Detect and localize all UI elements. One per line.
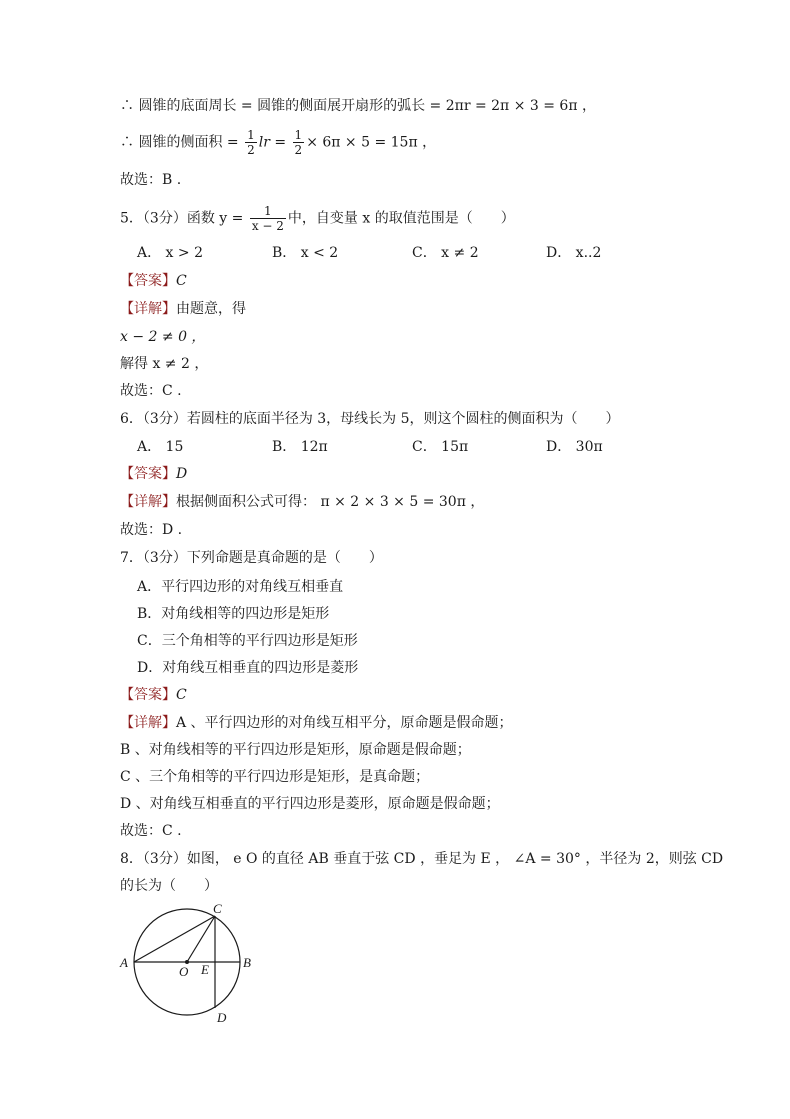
- question-8-stem-line-2: 的长为（ ）: [120, 878, 218, 894]
- q6-option-b: B． 12π: [272, 439, 328, 455]
- segment-oc: [187, 916, 215, 962]
- q7-detail-a: [120, 713, 513, 733]
- question-8-stem-line-1: 8．（3分）如图， e O 的直径 AB 垂直于弦 CD ，垂足为 E ， ∠A = 30° ，半径为 2，则弦 CD: [120, 851, 724, 867]
- solution-line-choose-b: 故选：B .: [120, 172, 182, 188]
- q5-option-b: B． x < 2: [272, 245, 339, 261]
- segment-ac: [134, 916, 215, 962]
- q5-option-c: C． x ≠ 2: [412, 245, 479, 261]
- q5-step-3: 故选：C .: [120, 383, 182, 399]
- q5-stem-prefix: 5．（3分）函数 y =: [120, 210, 248, 227]
- q7-option-d: D．对角线互相垂直的四边形是菱形: [137, 660, 359, 676]
- fraction-half-1: $\frac{1}{2}$: [247, 128, 255, 157]
- label-o: O: [179, 964, 189, 979]
- q7-detail-d: D 、对角线互相垂直的平行四边形是菱形，原命题是假命题；: [120, 796, 500, 812]
- label-b: B: [243, 955, 251, 970]
- answer-tag: 【答案】: [120, 687, 176, 703]
- q7-option-c: C．三个角相等的平行四边形是矩形: [137, 633, 358, 649]
- q7-detail-b: B 、对角线相等的平行四边形是矩形，原命题是假命题；: [120, 742, 471, 758]
- answer-value: C: [176, 687, 187, 703]
- question-6-stem: 6．（3分）若圆柱的底面半径为 3，母线长为 5，则这个圆柱的侧面积为（ ）: [120, 411, 620, 427]
- label-a: A: [120, 955, 128, 970]
- answer-value: C: [176, 273, 187, 289]
- label-e: E: [201, 962, 209, 977]
- q7-option-b: B．对角线相等的四边形是矩形: [137, 606, 330, 622]
- q6-detail: [120, 492, 484, 512]
- answer-value: D: [176, 466, 188, 482]
- q7-answer: [120, 685, 187, 705]
- q5-step-1: x − 2 ≠ 0 ，: [120, 329, 206, 345]
- detail-tag: 【详解】: [120, 715, 176, 731]
- q7-conclusion: 故选：C .: [120, 823, 182, 839]
- lateral-area-mid: lr =: [258, 134, 291, 151]
- q5-option-d: D． x..2: [546, 245, 602, 261]
- circle-figure: [115, 900, 275, 1025]
- detail-tag: 【详解】: [120, 301, 176, 317]
- answer-tag: 【答案】: [120, 466, 176, 482]
- detail-text: A 、平行四边形的对角线互相平分，原命题是假命题；: [176, 715, 513, 731]
- answer-tag: 【答案】: [120, 273, 176, 289]
- q6-option-d: D． 30π: [546, 439, 603, 455]
- q5-detail: [120, 299, 246, 319]
- q6-answer: [120, 464, 187, 484]
- q7-detail-c: C 、三个角相等的平行四边形是矩形，是真命题；: [120, 769, 430, 785]
- q6-option-a: A． 15: [137, 439, 184, 455]
- detail-text: 由题意，得: [176, 301, 246, 317]
- q6-conclusion: 故选：D .: [120, 522, 183, 538]
- label-c: C: [213, 901, 222, 916]
- lateral-area-result: × 6π × 5 = 15π ，: [306, 134, 437, 151]
- q5-answer: [120, 271, 187, 291]
- q5-option-a: A． x > 2: [137, 245, 203, 261]
- solution-line-lateral-area: [120, 128, 436, 157]
- question-7-stem: 7．（3分）下列命题是真命题的是（ ）: [120, 550, 383, 566]
- detail-text: 根据侧面积公式可得： π × 2 × 3 × 5 = 30π ，: [176, 494, 485, 510]
- question-5-stem: [120, 204, 515, 233]
- lateral-area-prefix: ∴ 圆锥的侧面积 =: [120, 134, 244, 151]
- q6-option-c: C． 15π: [412, 439, 469, 455]
- label-d: D: [217, 1010, 227, 1025]
- fraction-half-2: $\frac{1}{2}$: [294, 128, 303, 157]
- solution-line-circumference: ∴ 圆锥的底面周长 = 圆锥的侧面展开扇形的弧长 = 2πr = 2π × 3 = 6π ，: [120, 98, 596, 114]
- q7-option-a: A．平行四边形的对角线互相垂直: [137, 579, 344, 595]
- detail-tag: 【详解】: [120, 494, 176, 510]
- q5-stem-suffix: 中，自变量 x 的取值范围是（ ）: [287, 210, 515, 227]
- q5-step-2: 解得 x ≠ 2 ，: [120, 356, 209, 372]
- q5-fraction: $\frac{1}{x - 2}$: [251, 204, 284, 233]
